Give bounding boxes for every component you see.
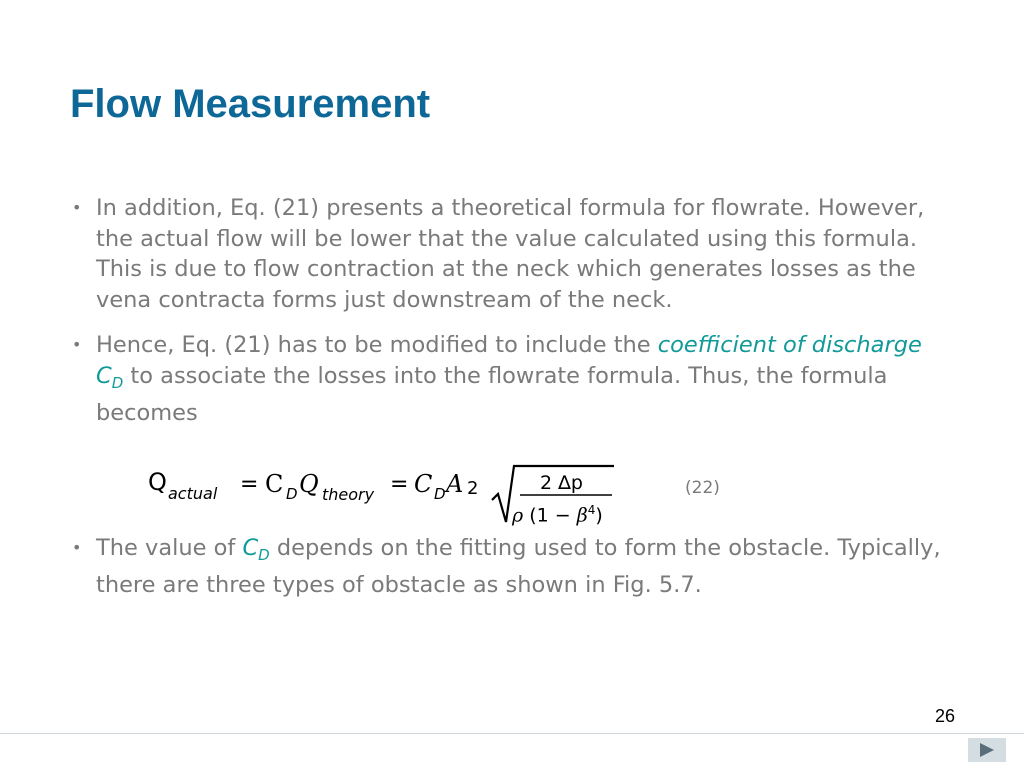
bullet-text-before: Hence, Eq. (21) has to be modified to include the xyxy=(96,332,658,358)
eq-numerator-coef: 2 xyxy=(540,472,559,494)
term-subscript: D xyxy=(111,373,124,392)
eq-rho: ρ xyxy=(512,504,524,527)
eq-beta: β xyxy=(576,504,588,527)
bullet-item xyxy=(72,533,952,601)
bullet-list xyxy=(72,193,952,601)
eq-q-theory: Q xyxy=(299,470,319,498)
bullet-text-after: depends on the fitting used to form the obstacle. Typically, there are three types of obstacle as shown in Fig. 5.7. xyxy=(96,534,941,598)
equation-number: (22) xyxy=(685,478,720,498)
bullet-text: In addition, Eq. (21) presents a theoretical formula for flowrate. However, the actual flow will be lower that the value calculated using this formula. This is due to flow contraction at the neck which generates losses as the vena contracta forms just downstream of the neck. xyxy=(96,195,925,313)
eq-delta-p: ∆p xyxy=(558,472,583,494)
bullet-text-after: to associate the losses into the flowrate formula. Thus, the formula becomes xyxy=(96,362,888,426)
play-triangle-icon xyxy=(978,742,996,758)
bullet-item xyxy=(72,193,952,315)
eq-den-close: ) xyxy=(595,504,603,527)
next-slide-button[interactable] xyxy=(968,738,1006,762)
term-text: coefficient of discharge C xyxy=(96,332,922,389)
bullet-dot: • xyxy=(72,335,82,354)
footer-divider xyxy=(0,733,1024,734)
eq-a: A xyxy=(446,470,464,498)
page-number: 26 xyxy=(935,706,956,726)
eq-d-subscript: D xyxy=(286,485,298,503)
bullet-dot: • xyxy=(72,198,82,217)
eq-d-subscript: D xyxy=(434,485,446,503)
eq-power: 4 xyxy=(587,503,596,517)
eq-a-subscript: 2 xyxy=(467,478,479,499)
eq-c: C xyxy=(265,470,284,498)
eq-equals: = xyxy=(390,472,409,497)
eq-q-actual: Q xyxy=(148,468,167,496)
eq-actual-subscript: actual xyxy=(168,484,218,503)
bullet-item xyxy=(72,330,952,429)
eq-equals: = xyxy=(240,472,259,497)
term-subscript: D xyxy=(258,545,270,564)
eq-theory-subscript: theory xyxy=(322,485,375,504)
eq-den-open: (1 − xyxy=(523,504,577,527)
cd-term xyxy=(242,534,270,564)
bullet-text-before: The value of xyxy=(96,534,243,561)
bullet-dot: • xyxy=(72,537,82,557)
eq-c: C xyxy=(414,470,433,498)
slide-title: Flow Measurement xyxy=(70,82,431,126)
term-text: C xyxy=(242,534,259,561)
